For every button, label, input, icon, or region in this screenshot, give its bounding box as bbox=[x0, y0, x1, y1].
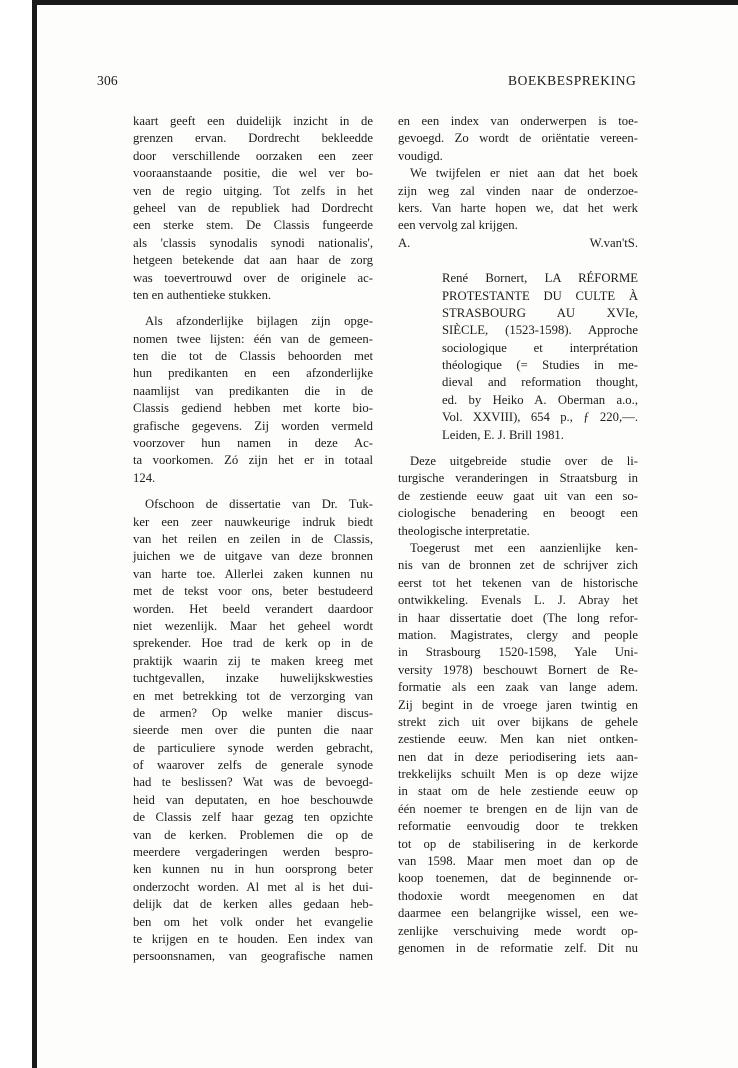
text-line: zestiende eeuw. Men kan niet ontken- bbox=[398, 732, 638, 747]
text-line: de Classis zelf haar gezag ten opzichte bbox=[133, 810, 373, 825]
text-line: naamlijst van predikanten die in de bbox=[133, 383, 373, 398]
text-line: trekkelijks schuilt Men is op deze wijze bbox=[398, 767, 638, 782]
text-line: tuchtgevallen, inzake huwelijkskwesties bbox=[133, 671, 373, 686]
text-line: één noemer te brengen en de lijn van de bbox=[398, 801, 638, 816]
text-line: nen dat in deze periodisering iets aan- bbox=[398, 749, 638, 764]
text-line: onderzocht worden. Al met al is het dui- bbox=[133, 879, 373, 894]
text-line: kaart geeft een duidelijk inzicht in de bbox=[133, 114, 373, 128]
left-paragraph-2 bbox=[133, 313, 373, 487]
right-paragraph-4 bbox=[398, 540, 638, 957]
text-line: sieerde men over die punten die naar bbox=[133, 723, 373, 738]
text-line: ven de regio uitging. Tot zelfs in het bbox=[133, 183, 373, 198]
text-line: Als afzonderlijke bijlagen zijn opge- bbox=[145, 314, 373, 329]
text-line: en met betrekking tot de verzorging van bbox=[133, 688, 373, 703]
text-line: voorzover hun namen in deze Ac- bbox=[133, 436, 373, 451]
text-line: als 'classis synodalis synodi nationalis', bbox=[133, 235, 373, 250]
signature-initial: A. bbox=[398, 235, 411, 250]
text-line: praktijk waarin zij te maken kreeg met bbox=[133, 653, 373, 668]
text-line: van 1598. Maar men moet dan op de bbox=[398, 854, 638, 869]
text-line: kers. Van harte hopen we, dat het werk bbox=[398, 200, 638, 215]
text-line: geheel van de republiek had Dordrecht bbox=[133, 200, 373, 215]
text-line: met de tekst voor ons, beter bestudeerd bbox=[133, 584, 373, 599]
text-line: ken kunnen nu in hun oorsprong beter bbox=[133, 862, 373, 877]
text-line: meerdere vergaderingen werden bespro- bbox=[133, 845, 373, 860]
text-line: de particuliere synode werden gebracht, bbox=[133, 740, 373, 755]
text-line: niet wezenlijk. Maar het geheel wordt bbox=[133, 618, 373, 633]
text-line: ten en authentieke stukken. bbox=[133, 287, 272, 302]
text-line: ker een zeer nauwkeurige indruk biedt bbox=[133, 514, 373, 529]
right-paragraph-3 bbox=[398, 453, 638, 540]
text-line: zijn weg zal vinden naar de onderzoe- bbox=[398, 183, 638, 198]
right-paragraph-2 bbox=[398, 165, 638, 235]
text-line: grenzen ervan. Dordrecht bekleedde bbox=[133, 131, 373, 146]
text-line: reformatie eenvoudig door te trekken bbox=[398, 819, 638, 834]
text-line: hetgeen betekende dat aan haar de zorg bbox=[133, 253, 373, 268]
text-line: turgische veranderingen in Straatsburg in bbox=[398, 471, 638, 486]
text-line: Toegerust met een aanzienlijke ken- bbox=[410, 540, 638, 555]
text-line: hun predikanten en een afzonderlijke bbox=[133, 366, 373, 381]
citation-line: René Bornert, LA RÉFORME bbox=[442, 271, 638, 286]
text-line: ta voorkomen. Zó zijn het er in totaal bbox=[133, 453, 373, 468]
text-line: delijk dat de kerken alles gedaan heb- bbox=[133, 897, 373, 912]
text-line: ben om het volk onder het evangelie bbox=[133, 914, 373, 929]
text-line: voudigd. bbox=[398, 148, 443, 163]
citation-line: SIÈCLE, (1523-1598). Approche bbox=[442, 323, 638, 338]
text-line: in haar dissertatie doet (The long refor- bbox=[398, 610, 638, 625]
text-line: genomen in de reformatie zelf. Dit nu bbox=[398, 940, 638, 955]
text-line: had te beslissen? Wat was de bevoegd- bbox=[133, 775, 373, 790]
text-line: eerst tot het tekenen van de historische bbox=[398, 575, 638, 590]
text-line: nomen twee lijsten: één van de gemeen- bbox=[133, 331, 373, 346]
text-line: van de kerken. Problemen die op de bbox=[133, 827, 373, 842]
page-number: 306 bbox=[97, 73, 118, 88]
text-line: de armen? Op welke manier discus- bbox=[133, 705, 373, 720]
text-line: gevoegd. Zo wordt de oriëntatie vereen- bbox=[398, 131, 638, 146]
text-line: 124. bbox=[133, 470, 156, 485]
text-line: tot op de stabilisering in de kerkorde bbox=[398, 836, 638, 851]
text-line: Deze uitgebreide studie over de li- bbox=[410, 454, 638, 469]
text-line: een vervolg zal krijgen. bbox=[398, 218, 518, 233]
citation-line: Vol. XXVIII), 654 p., ƒ 220,—. bbox=[442, 410, 638, 425]
text-line: te krijgen en te houden. Een index van bbox=[133, 931, 373, 946]
text-line: Ofschoon de dissertatie van Dr. Tuk- bbox=[145, 497, 373, 512]
right-paragraph-1 bbox=[398, 113, 638, 165]
text-line: theologische interpretatie. bbox=[398, 523, 530, 538]
citation-line: ed. by Heiko A. Oberman a.o., bbox=[442, 392, 638, 407]
text-line: van harte toe. Allerlei zaken kunnen nu bbox=[133, 566, 373, 581]
text-line: een sterke stem. De Classis fungeerde bbox=[133, 218, 373, 233]
text-line: persoonsnamen, van geografische namen bbox=[133, 949, 373, 964]
text-line: nis van de bronnen zet de schrijver zich bbox=[398, 558, 638, 573]
citation-line: sociologique et interprétation bbox=[442, 340, 638, 355]
right-column bbox=[398, 113, 638, 957]
text-line: daarmee een belangrijke wissel, een we- bbox=[398, 906, 638, 921]
citation-line: STRASBOURG AU XVIe, bbox=[442, 305, 638, 320]
text-line: thodoxie wordt meegenomen en dat bbox=[398, 888, 638, 903]
text-line: of waarover zelfs de generale synode bbox=[133, 758, 373, 773]
text-line: Classis gediend hebben met korte bio- bbox=[133, 401, 373, 416]
citation-line: théologique (= Studies in me- bbox=[442, 358, 638, 373]
citation-line: dieval and reformation thought, bbox=[442, 375, 638, 390]
left-column bbox=[133, 113, 373, 966]
text-line: van het reilen en zeilen in de Classis, bbox=[133, 531, 373, 546]
text-line: juichen we de uitgave van deze bronnen bbox=[133, 549, 373, 564]
text-line: We twijfelen er niet aan dat het boek bbox=[410, 166, 638, 181]
text-line: door verschillende oorzaken een zeer bbox=[133, 148, 373, 163]
text-line: versity 1978) beschouwt Bornert de Re- bbox=[398, 662, 638, 677]
text-line: was toevertrouwd over de originele ac- bbox=[133, 270, 373, 285]
reviewer-signature bbox=[398, 235, 638, 252]
text-line: Zij begint in de vroege jaren twintig en bbox=[398, 697, 638, 712]
text-line: in Strasbourg 1520-1598, Yale Uni- bbox=[398, 645, 638, 660]
citation-line: Leiden, E. J. Brill 1981. bbox=[442, 427, 564, 442]
signature-name: W.van'tS. bbox=[589, 235, 638, 250]
left-paragraph-1 bbox=[133, 113, 373, 304]
text-line: heid van deputaten, en hoe beschouwde bbox=[133, 792, 373, 807]
text-line: ten die tot de Classis behoorden met bbox=[133, 349, 373, 364]
text-line: formatie als een zaak van lange adem. bbox=[398, 680, 638, 695]
running-title: BOEKBESPREKING bbox=[508, 73, 637, 88]
text-line: mation. Magistrates, clergy and people bbox=[398, 627, 638, 642]
left-paragraph-3 bbox=[133, 496, 373, 966]
text-line: koop toenemen, dat de beginnende or- bbox=[398, 871, 638, 886]
text-line: de zestiende eeuw gaat uit van een so- bbox=[398, 488, 638, 503]
text-line: ciologische benadering en beoogt een bbox=[398, 506, 638, 521]
text-line: grafische gegevens. Zij worden vermeld bbox=[133, 418, 373, 433]
text-line: ontwikkeling. Evenals L. J. Abray het bbox=[398, 593, 638, 608]
text-line: en een index van onderwerpen is toe- bbox=[398, 114, 638, 128]
text-line: sprekender. Hoe trad de kerk op in de bbox=[133, 636, 373, 651]
text-line: vooraanstaande positie, die wel ver bo- bbox=[133, 166, 373, 181]
text-line: strekt zich uit over bijkans de gehele bbox=[398, 714, 638, 729]
text-line: worden. Het beeld verandert daardoor bbox=[133, 601, 373, 616]
text-line: in staat om de hele zestiende eeuw op bbox=[398, 784, 638, 799]
book-citation bbox=[398, 270, 638, 444]
text-line: zenlijke verschuiving mede wordt op- bbox=[398, 923, 638, 938]
citation-line: PROTESTANTE DU CULTE À bbox=[442, 288, 638, 303]
